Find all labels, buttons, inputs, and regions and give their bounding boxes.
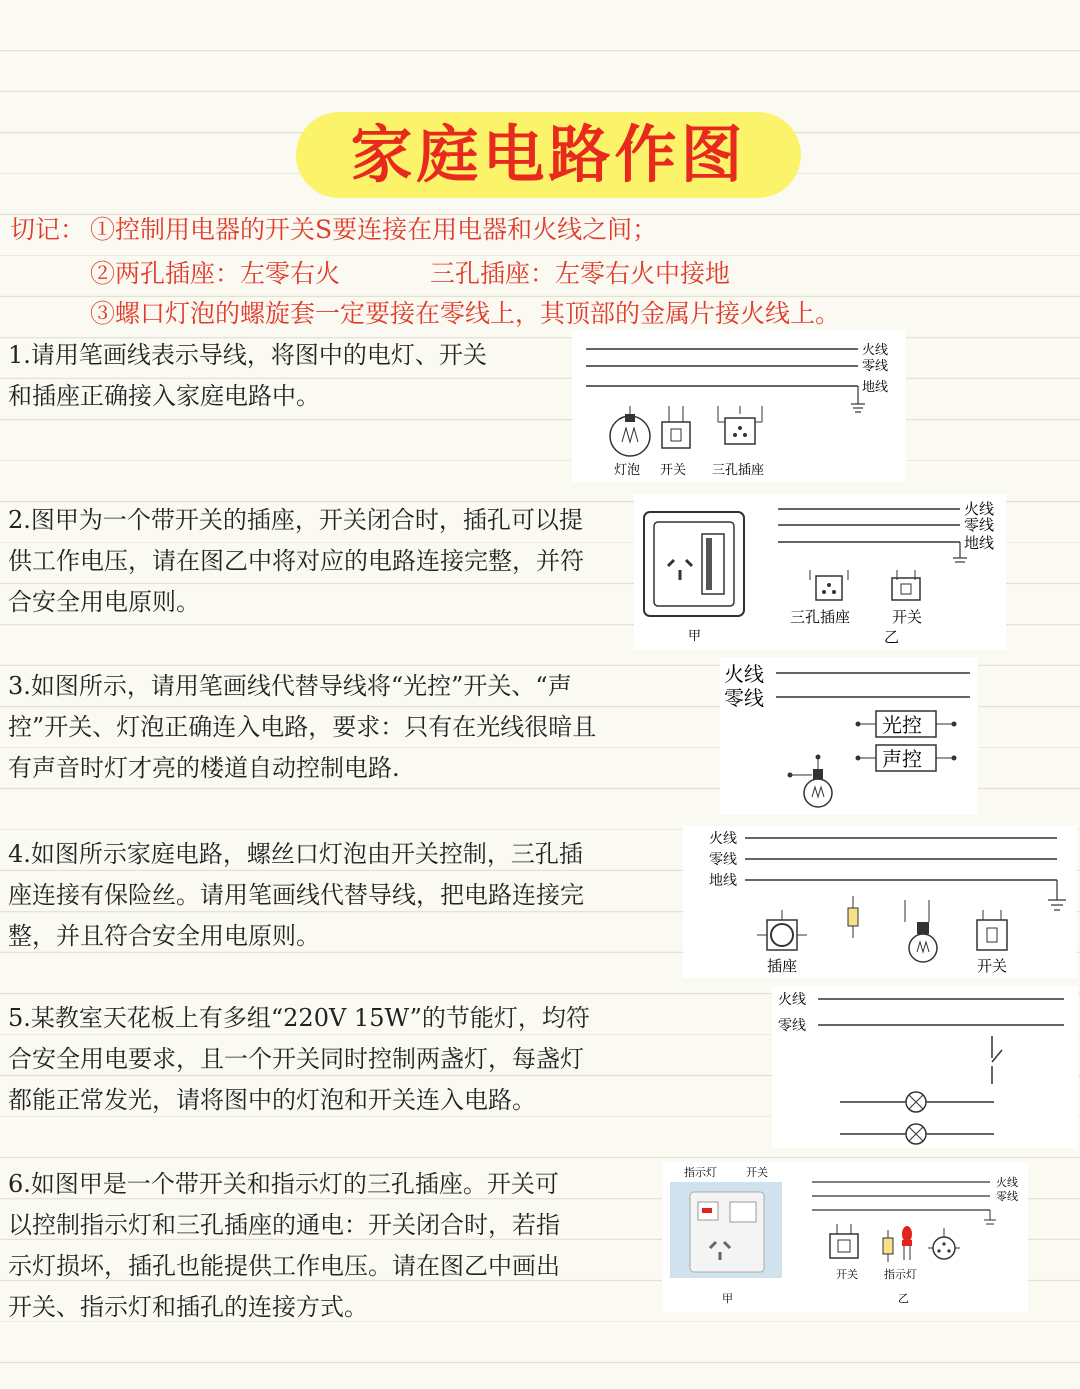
live-wire-label: 火线 bbox=[964, 500, 995, 518]
switch-icon bbox=[830, 1224, 858, 1258]
question-line: 开关、指示灯和插孔的连接方式。 bbox=[8, 1293, 368, 1321]
question-3 bbox=[8, 666, 596, 789]
figure-3 bbox=[720, 657, 978, 815]
switch-icon bbox=[977, 910, 1007, 950]
question-line: 供工作电压，请在图乙中将对应的电路连接完整，并符 bbox=[8, 547, 584, 575]
live-wire-label: 火线 bbox=[778, 992, 806, 1008]
question-line: 示灯损坏，插孔也能提供工作电压。请在图乙中画出 bbox=[8, 1252, 560, 1280]
sound-control-switch bbox=[856, 745, 957, 771]
lamp-icon bbox=[840, 1092, 994, 1112]
indicator2-label: 指示灯 bbox=[884, 1268, 917, 1281]
question-line: 5.某教室天花板上有多组“220V 15W”的节能灯，均符 bbox=[8, 1004, 590, 1032]
socket-icon bbox=[928, 1228, 960, 1259]
question-line: 4.如图所示家庭电路，螺丝口灯泡由开关控制，三孔插 bbox=[8, 840, 583, 868]
question-line: 2.图甲为一个带开关的插座，开关闭合时，插孔可以提 bbox=[8, 506, 583, 534]
ground-wire-label: 地线 bbox=[862, 380, 889, 395]
fuse-icon bbox=[883, 1230, 893, 1262]
lamp-label: 灯泡 bbox=[614, 463, 641, 478]
switch-label: 开关 bbox=[746, 1166, 768, 1179]
question-line: 6.如图甲是一个带开关和指示灯的三孔插座。开关可 bbox=[8, 1170, 559, 1198]
socket-label: 三孔插座 bbox=[790, 608, 851, 626]
figure-1 bbox=[572, 330, 906, 482]
switch-socket-photo bbox=[644, 512, 744, 616]
question-1 bbox=[8, 335, 487, 417]
neutral-wire-label: 零线 bbox=[778, 1018, 806, 1034]
figure-4 bbox=[683, 826, 1077, 978]
question-line: 都能正常发光，请将图中的灯泡和开关连入电路。 bbox=[8, 1086, 536, 1114]
neutral-wire-label: 零线 bbox=[964, 516, 995, 534]
neutral-wire-label: 零线 bbox=[862, 359, 889, 374]
sound-control-label: 声控 bbox=[882, 747, 922, 771]
switch-icon bbox=[892, 570, 920, 600]
switch-label: 开关 bbox=[892, 608, 923, 626]
question-line: 1.请用笔画线表示导线，将图中的电灯、开关 bbox=[8, 341, 487, 369]
question-line: 和插座正确接入家庭电路中。 bbox=[8, 382, 320, 410]
bulb-icon bbox=[610, 406, 650, 456]
neutral-wire-label: 零线 bbox=[709, 852, 737, 868]
socket-icon bbox=[718, 406, 762, 444]
light-control-switch bbox=[856, 711, 957, 737]
socket-icon bbox=[810, 570, 848, 600]
tips-label: 切记： bbox=[10, 215, 86, 244]
question-4 bbox=[8, 834, 584, 957]
switch-label: 开关 bbox=[660, 463, 687, 478]
figure-6 bbox=[662, 1162, 1028, 1312]
figure-a-label: 甲 bbox=[722, 1292, 733, 1305]
figure-a-label: 甲 bbox=[688, 629, 702, 644]
fuse-icon bbox=[848, 896, 858, 938]
question-line: 有声音时灯才亮的楼道自动控制电路. bbox=[8, 754, 400, 782]
tip-line-2a: ②两孔插座：左零右火 bbox=[90, 259, 341, 288]
live-wire-label: 火线 bbox=[862, 343, 889, 358]
socket-label: 插座 bbox=[767, 957, 798, 975]
question-line: 座连接有保险丝。请用笔画线代替导线，把电路连接完 bbox=[8, 881, 584, 909]
indicator-label: 指示灯 bbox=[684, 1166, 717, 1179]
figure-b-label: 乙 bbox=[898, 1292, 909, 1305]
question-5 bbox=[8, 998, 590, 1121]
switch-label: 开关 bbox=[977, 957, 1008, 975]
ground-wire-label: 地线 bbox=[709, 873, 737, 889]
indicator-light-icon bbox=[902, 1226, 912, 1260]
tip-line-1: ①控制用电器的开关S要连接在用电器和火线之间； bbox=[90, 215, 658, 244]
tip-line-3: ③螺口灯泡的螺旋套一定要接在零线上，其顶部的金属片接火线上。 bbox=[90, 299, 841, 328]
question-line: 合安全用电原则。 bbox=[8, 588, 200, 616]
figure-2 bbox=[634, 494, 1006, 650]
bulb-icon bbox=[788, 755, 833, 808]
socket-photo bbox=[670, 1182, 782, 1278]
live-wire-label: 火线 bbox=[996, 1176, 1018, 1189]
question-line: 控”开关、灯泡正确连入电路，要求：只有在光线很暗且 bbox=[8, 713, 597, 741]
figure-b-label: 乙 bbox=[884, 628, 900, 646]
light-control-label: 光控 bbox=[882, 713, 922, 737]
live-wire-label: 火线 bbox=[709, 831, 737, 847]
switch-icon bbox=[992, 1036, 1002, 1084]
switch-icon bbox=[662, 406, 690, 448]
ground-wire-label: 地线 bbox=[964, 534, 995, 552]
neutral-wire-label: 零线 bbox=[724, 686, 764, 710]
question-line: 合安全用电要求，且一个开关同时控制两盏灯，每盏灯 bbox=[8, 1045, 584, 1073]
socket-icon bbox=[757, 910, 807, 950]
question-line: 整，并且符合安全用电原则。 bbox=[8, 922, 320, 950]
tip-line-2b: 三孔插座：左零右火中接地 bbox=[430, 259, 731, 288]
lamp-icon bbox=[840, 1124, 994, 1144]
question-2 bbox=[8, 500, 584, 623]
neutral-wire-label: 零线 bbox=[996, 1190, 1018, 1203]
switch2-label: 开关 bbox=[836, 1268, 858, 1281]
live-wire-label: 火线 bbox=[724, 662, 764, 686]
bulb-icon bbox=[905, 900, 937, 962]
figure-5 bbox=[772, 986, 1078, 1148]
question-line: 3.如图所示，请用笔画线代替导线将“光控”开关、“声 bbox=[8, 672, 572, 700]
page-title: 家庭电路作图 bbox=[350, 118, 747, 191]
socket-label: 三孔插座 bbox=[712, 463, 765, 478]
question-6 bbox=[8, 1164, 560, 1328]
question-line: 以控制指示灯和三孔插座的通电：开关闭合时，若指 bbox=[8, 1211, 560, 1239]
